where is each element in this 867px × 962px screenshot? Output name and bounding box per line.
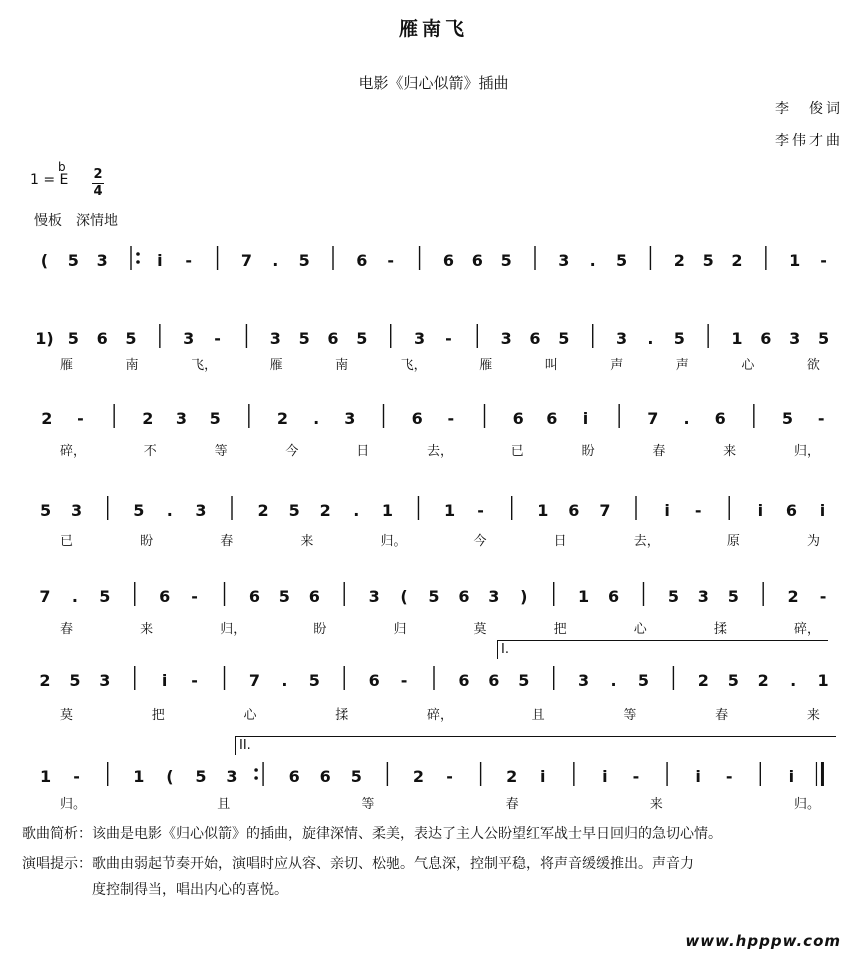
note-token: 6: [368, 671, 380, 690]
lyric-word: 已: [510, 444, 524, 459]
note-token: 1: [537, 501, 549, 520]
volta-bracket: [497, 640, 828, 659]
lyric-word: 春: [715, 708, 729, 723]
lyric-word: 归: [393, 622, 407, 637]
song-subtitle: 电影《归心似箭》插曲: [358, 74, 509, 92]
lyricist-credit: 李 俊词: [775, 101, 843, 117]
song-title: 雁南飞: [398, 18, 468, 40]
key-flat: b: [58, 160, 66, 174]
note-token: 5: [667, 587, 679, 606]
note-token: 5: [350, 767, 362, 786]
note-token: 1: [731, 329, 743, 348]
lyric-word: 飞，: [191, 358, 218, 373]
lyric-word: 日: [356, 444, 370, 459]
lyric-word: 来: [300, 534, 314, 549]
note-token: 2: [673, 251, 685, 270]
note-token: 1: [381, 501, 393, 520]
note-token: 3: [175, 409, 188, 428]
note-token: 6: [96, 329, 108, 348]
lyrics-row: [60, 704, 820, 723]
note-token: 5: [673, 329, 685, 348]
lyric-word: 且: [217, 797, 231, 812]
note-token: 7: [240, 251, 252, 270]
lyric-word: 来: [806, 708, 820, 723]
tempo-marking: 慢板 深情地: [34, 213, 118, 229]
lyric-word: 雁: [60, 358, 74, 373]
lyric-word: 归，: [793, 444, 820, 459]
lyrics-row: [60, 793, 820, 812]
note-token: -: [632, 767, 640, 786]
note-token: 3: [616, 329, 628, 348]
note-token: -: [446, 767, 453, 786]
note-token: i: [540, 767, 546, 786]
lyric-word: 等: [361, 797, 375, 812]
note-token: (: [400, 587, 408, 606]
note-token: -: [820, 251, 827, 270]
singing-tips: [22, 852, 694, 876]
note-token: i: [788, 767, 795, 786]
note-token: i: [664, 501, 670, 520]
note-token: 5: [278, 587, 290, 606]
note-token: -: [477, 501, 484, 520]
note-token: .: [313, 409, 320, 428]
lyric-word: 日: [553, 534, 567, 549]
note-token: 5: [298, 251, 310, 270]
lyric-word: 归。: [793, 797, 820, 812]
note-token: 5: [308, 671, 320, 690]
note-token: 1: [133, 767, 145, 786]
lyric-word: 声: [675, 358, 689, 373]
tips-label: 演唱提示：: [22, 856, 92, 872]
note-token: .: [281, 671, 288, 690]
lyric-word: 原: [726, 534, 740, 549]
volta-label: I.: [501, 642, 509, 657]
note-token: 5: [67, 251, 79, 270]
lyrics-row: [60, 354, 820, 373]
note-token: i: [582, 409, 589, 428]
note-token: -: [817, 409, 825, 428]
note-token: 5: [637, 671, 650, 690]
note-token: 6: [512, 409, 524, 428]
lyric-word: 碎，: [426, 708, 453, 723]
lyric-word: 盼: [581, 444, 595, 459]
note-token: .: [353, 501, 360, 520]
note-token: 2: [142, 409, 154, 428]
note-token: 5: [727, 587, 739, 606]
note-token: .: [790, 671, 797, 690]
lyric-word: 不: [143, 444, 157, 459]
note-token: 6: [785, 501, 797, 520]
note-token: 5: [428, 587, 440, 606]
note-token: 2: [319, 501, 331, 520]
note-token: 2: [412, 767, 425, 786]
note-token: 2: [697, 671, 709, 690]
time-signature: [92, 168, 104, 199]
lyric-word: 今: [285, 444, 299, 459]
lyrics-row: [60, 530, 820, 549]
lyric-word: 来: [723, 444, 737, 459]
note-token: 3: [344, 409, 356, 428]
note-token: 5: [702, 251, 714, 270]
note-token: 2: [276, 409, 289, 428]
note-token: -: [387, 251, 395, 270]
note-token: 6: [760, 329, 772, 348]
lyric-word: 归，: [220, 622, 247, 637]
note-token: 6: [248, 587, 261, 606]
lyric-word: 雁: [269, 358, 283, 373]
lyric-word: 莫: [60, 708, 74, 723]
note-token: 5: [781, 409, 794, 428]
lyric-word: 等: [623, 708, 637, 723]
lyric-word: 今: [473, 534, 487, 549]
note-token: 5: [39, 501, 52, 520]
note-token: -: [77, 409, 84, 428]
lyric-word: 归。: [380, 534, 407, 549]
note-token: 3: [488, 587, 500, 606]
lyric-word: 把: [553, 622, 567, 637]
repeat-dot: [254, 768, 258, 772]
note-token: -: [191, 671, 198, 690]
note-token: 2: [757, 671, 769, 690]
note-token: .: [589, 251, 596, 270]
note-token: (: [166, 767, 174, 786]
lyric-word: 揉: [713, 622, 727, 637]
note-token: 3: [269, 329, 281, 348]
lyric-word: 春: [60, 622, 74, 637]
lyric-word: 声: [610, 358, 624, 373]
note-token: .: [71, 587, 78, 606]
note-token: 6: [471, 251, 483, 270]
lyric-word: 盼: [313, 622, 327, 637]
analysis-label: 歌曲简析：: [22, 826, 92, 842]
note-token: 6: [159, 587, 171, 606]
note-token: 3: [578, 671, 590, 690]
note-token: 5: [125, 329, 137, 348]
lyric-word: 碎，: [793, 622, 820, 637]
note-token: 3: [226, 767, 238, 786]
note-token: i: [157, 251, 163, 270]
lyric-word: 心: [633, 622, 647, 637]
key-signature: [30, 160, 69, 188]
repeat-dot: [136, 252, 140, 256]
lyric-word: 碎，: [60, 444, 87, 459]
lyric-word: 盼: [140, 534, 154, 549]
note-token: -: [447, 409, 455, 428]
note-token: 1: [39, 767, 52, 786]
note-token: 5: [195, 767, 207, 786]
note-token: 3: [99, 671, 111, 690]
note-token: 6: [458, 587, 470, 606]
song-analysis: [22, 822, 722, 846]
note-token: .: [647, 329, 654, 348]
note-token: 3: [414, 329, 426, 348]
note-token: 3: [789, 329, 801, 348]
note-token: 5: [69, 671, 81, 690]
analysis-text: 该曲是电影《归心似箭》的插曲，旋律深情、柔美，表达了主人公盼望红军战士早日回归的急切心情。: [92, 826, 722, 842]
lyric-word: 来: [649, 797, 663, 812]
note-token: 5: [558, 329, 570, 348]
note-token: .: [610, 671, 617, 690]
note-token: 2: [787, 587, 799, 606]
lyric-word: 春: [220, 534, 234, 549]
note-token: 2: [731, 251, 743, 270]
lyric-word: 且: [531, 708, 545, 723]
lyric-word: 去，: [633, 534, 660, 549]
lyric-word: 春: [505, 797, 519, 812]
note-token: .: [166, 501, 173, 520]
note-token: -: [214, 329, 221, 348]
note-token: 5: [616, 251, 628, 270]
note-token: 6: [488, 671, 500, 690]
note-token: ): [520, 587, 528, 606]
note-token: 6: [319, 767, 331, 786]
note-token: 5: [356, 329, 368, 348]
repeat-dot: [136, 260, 140, 264]
singing-tips-cont: 度控制得当，唱出内心的喜悦。: [92, 882, 288, 898]
note-token: 5: [298, 329, 310, 348]
note-token: 5: [288, 501, 300, 520]
note-token: 6: [568, 501, 580, 520]
note-token: -: [694, 501, 702, 520]
note-token: 5: [99, 587, 111, 606]
composer-credit: 李伟才曲: [775, 133, 843, 149]
note-token: -: [73, 767, 80, 786]
note-token: 6: [442, 251, 454, 270]
note-token: (: [40, 251, 49, 270]
notation-system: [0, 738, 867, 866]
lyric-word: 已: [60, 534, 74, 549]
note-token: 5: [518, 671, 530, 690]
note-token: 3: [368, 587, 380, 606]
note-token: 2: [506, 767, 518, 786]
lyric-word: 来: [140, 622, 154, 637]
note-token: 3: [71, 501, 83, 520]
note-token: 1: [578, 587, 590, 606]
lyric-word: 等: [214, 444, 228, 459]
note-token: 6: [458, 671, 470, 690]
repeat-dot: [254, 776, 258, 780]
note-token: 5: [818, 329, 830, 348]
tips-text-1: 歌曲由弱起节奏开始，演唱时应从容、亲切、松驰。气息深，控制平稳，将声音缓缓推出。声音力: [92, 856, 694, 872]
lyric-word: 为: [806, 534, 820, 549]
note-token: 7: [647, 409, 659, 428]
note-token: 6: [529, 329, 541, 348]
note-token: 6: [714, 409, 726, 428]
note-token: 6: [288, 767, 300, 786]
lyric-word: 把: [151, 708, 165, 723]
time-top: 2: [93, 167, 103, 182]
note-token: i: [757, 501, 764, 520]
note-token: -: [819, 587, 827, 606]
lyric-word: 心: [741, 358, 755, 373]
note-token: 3: [195, 501, 207, 520]
lyric-word: 春: [652, 444, 666, 459]
lyric-word: 莫: [473, 622, 487, 637]
lyric-word: 南: [125, 358, 139, 373]
note-token: 6: [308, 587, 320, 606]
note-token: 5: [727, 671, 739, 690]
note-token: 7: [599, 501, 611, 520]
note-token: 1): [35, 329, 54, 348]
volta-bracket: [235, 736, 836, 755]
note-token: i: [602, 767, 608, 786]
lyric-word: 叫: [544, 358, 558, 373]
lyric-word: 心: [243, 708, 257, 723]
note-token: -: [445, 329, 452, 348]
lyric-word: 揉: [335, 708, 349, 723]
lyric-word: 去，: [426, 444, 453, 459]
note-token: 5: [500, 251, 512, 270]
note-token: 3: [697, 587, 709, 606]
note-token: 1: [443, 501, 456, 520]
note-token: i: [695, 767, 701, 786]
note-token: 1: [789, 251, 801, 270]
lyrics-row: [60, 440, 820, 459]
note-token: .: [272, 251, 279, 270]
note-token: -: [725, 767, 733, 786]
note-token: 6: [327, 329, 339, 348]
lyric-word: 雁: [479, 358, 493, 373]
note-token: 5: [209, 409, 221, 428]
note-token: 5: [67, 329, 79, 348]
lyric-word: 欲: [806, 358, 820, 373]
note-token: 3: [558, 251, 570, 270]
key-label: 1 = E: [30, 172, 69, 188]
note-token: -: [191, 587, 198, 606]
note-token: 6: [546, 409, 558, 428]
note-token: 5: [133, 501, 145, 520]
note-token: 6: [411, 409, 423, 428]
note-token: 2: [257, 501, 269, 520]
note-token: 7: [39, 587, 51, 606]
volta-label: II.: [239, 738, 251, 753]
note-token: 6: [356, 251, 368, 270]
note-token: 1: [817, 671, 829, 690]
note-token: 3: [500, 329, 512, 348]
note-token: 7: [248, 671, 261, 690]
lyric-word: 南: [335, 358, 349, 373]
note-token: 3: [183, 329, 195, 348]
note-token: -: [185, 251, 193, 270]
note-token: i: [819, 501, 826, 520]
note-token: i: [161, 671, 168, 690]
site-url: www.hpppw.com: [685, 932, 841, 950]
note-token: .: [683, 409, 690, 428]
note-token: 3: [96, 251, 108, 270]
note-token: 2: [39, 671, 51, 690]
note-token: 2: [41, 409, 53, 428]
lyric-word: 飞，: [400, 358, 427, 373]
lyrics-row: [60, 618, 820, 637]
note-token: -: [400, 671, 408, 690]
note-token: 6: [607, 587, 620, 606]
time-bottom: 4: [93, 184, 103, 199]
lyric-word: 归。: [60, 797, 87, 812]
